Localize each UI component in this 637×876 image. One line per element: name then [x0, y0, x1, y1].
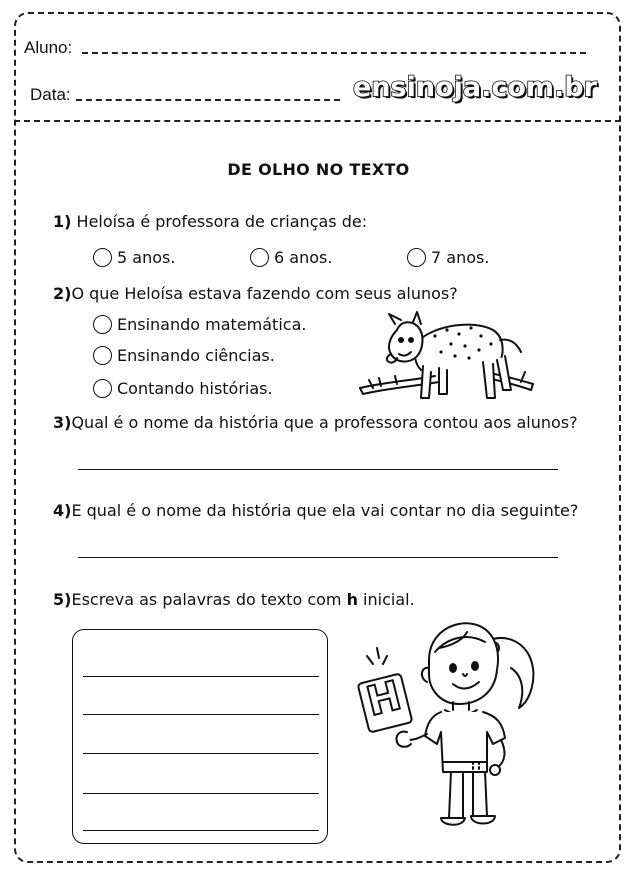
question-number: 3) — [53, 413, 72, 432]
bold-letter: h — [346, 590, 358, 609]
writing-line[interactable] — [83, 714, 319, 715]
question-number: 4) — [53, 501, 72, 520]
radio-circle-icon[interactable] — [250, 248, 269, 267]
radio-circle-icon[interactable] — [93, 379, 112, 398]
student-label: Aluno: — [24, 38, 73, 57]
date-label: Data: — [30, 85, 71, 104]
question-text: O que Heloísa estava fazendo com seus alunos? — [71, 284, 458, 303]
radio-circle-icon[interactable] — [93, 248, 112, 267]
option-6-anos[interactable]: 6 anos. — [250, 248, 332, 267]
question-number: 1) — [53, 212, 72, 231]
header-divider — [14, 120, 621, 122]
option-ciencias[interactable]: Ensinando ciências. — [93, 346, 275, 365]
question-text: E qual é o nome da história que ela vai contar no dia seguinte? — [71, 501, 579, 520]
radio-circle-icon[interactable] — [407, 248, 426, 267]
option-matematica[interactable]: Ensinando matemática. — [93, 315, 306, 334]
hyena-icon — [355, 310, 540, 410]
option-7-anos[interactable]: 7 anos. — [407, 248, 489, 267]
question-4 — [53, 501, 578, 520]
question-number: 2) — [53, 284, 72, 303]
writing-line[interactable] — [83, 793, 319, 794]
question-3 — [53, 413, 578, 432]
question-text: Heloísa é professora de crianças de: — [76, 212, 368, 231]
question-text: Qual é o nome da história que a professora contou aos alunos? — [71, 413, 578, 432]
date-line[interactable] — [76, 99, 340, 101]
girl-icon — [355, 612, 575, 842]
writing-line[interactable] — [83, 830, 319, 831]
option-5-anos[interactable]: 5 anos. — [93, 248, 175, 267]
radio-circle-icon[interactable] — [93, 315, 112, 334]
student-name-line[interactable] — [82, 52, 586, 54]
question-number: 5) — [53, 590, 72, 609]
question-5: 5)Escreva as palavras do texto com h inicial. — [53, 590, 415, 609]
option-historias[interactable]: Contando histórias. — [93, 379, 273, 398]
brand-logo: ensinoja.com.br — [353, 72, 597, 103]
writing-line[interactable] — [83, 676, 319, 677]
radio-circle-icon[interactable] — [93, 346, 112, 365]
writing-line[interactable] — [83, 753, 319, 754]
question-2 — [53, 284, 458, 303]
letter-h-card: H — [362, 672, 406, 726]
answer-line-3[interactable] — [78, 469, 558, 470]
page-title: DE OLHO NO TEXTO — [227, 160, 410, 179]
question-1 — [53, 212, 367, 231]
writing-box[interactable] — [72, 629, 328, 844]
answer-line-4[interactable] — [78, 557, 558, 558]
